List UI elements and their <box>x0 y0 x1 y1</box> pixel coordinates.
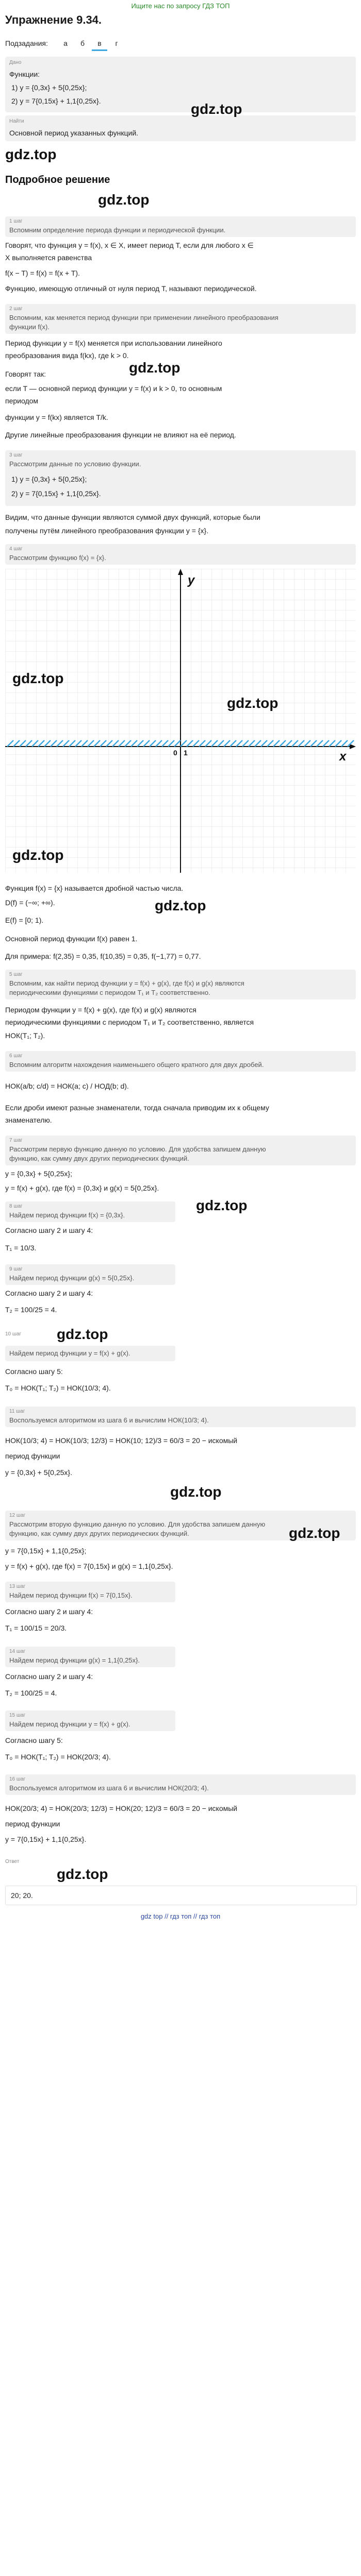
step-1-text: X выполняется равенства <box>5 253 92 262</box>
watermark: gdz.top <box>289 1525 340 1541</box>
step-2-text: Другие линейные преобразования функции не влияют на её период. <box>5 431 236 439</box>
answer-text: 20; 20. <box>11 1891 33 1900</box>
top-note[interactable]: Ищите нас по запросу ГДЗ ТОП <box>131 2 230 10</box>
step-note: Вспомним, как найти период функции y = f(x) + g(x), где f(x) и g(x) являются <box>9 979 244 987</box>
watermark: gdz.top <box>5 146 57 162</box>
step-15-formula: T₀ = НОК(T₁; T₂) = НОК(20/3; 4). <box>5 1753 111 1761</box>
step-1-note <box>5 216 356 237</box>
step-3-func-2: 2) y = 7{0,15x} + 1,1{0,25x}. <box>11 489 101 498</box>
step-1-text: Функцию, имеющую отличный от нуля период T, называют периодической. <box>5 284 257 293</box>
step-1-text: Говорят, что функция y = f(x), x ∈ X, имеет период T, если для любого x ∈ <box>5 241 254 249</box>
step-tag: 12 шаг <box>9 1513 26 1518</box>
given-block <box>5 57 356 112</box>
watermark: gdz.top <box>170 1484 222 1500</box>
step-note: Рассмотрим вторую функцию данную по условию. Для удобства запишем данную <box>9 1520 266 1528</box>
step-note: Рассмотрим данные по условию функции. <box>9 460 141 468</box>
step-note: Найдем период функции g(x) = 1,1{0,25x}. <box>9 1656 140 1664</box>
step-tag: 6 шаг <box>9 1053 23 1059</box>
step-note: Воспользуемся алгоритмом из шага 6 и вычислим НОК(20/3; 4). <box>9 1784 209 1792</box>
step-3-note <box>5 450 356 506</box>
step-tag: 9 шаг <box>9 1266 23 1272</box>
watermark: gdz.top <box>57 1866 108 1882</box>
step-9-note <box>5 1264 175 1285</box>
step-tag: 7 шаг <box>9 1138 23 1143</box>
step-6-note <box>5 1051 356 1072</box>
step-note: Найдем период функции f(x) = 7{0,15x}. <box>9 1591 133 1599</box>
step-7-note <box>5 1136 356 1165</box>
step-13-text: Согласно шагу 2 и шагу 4: <box>5 1607 93 1616</box>
step-note: Вспомним, как меняется период функции при применении линейного преобразования <box>9 314 278 321</box>
step-4-note <box>5 544 356 565</box>
step-note: Вспомним алгоритм нахождения наименьшего общего кратного для двух дробей. <box>9 1061 264 1069</box>
step-note: Вспомним определение периода функции и периодической функции. <box>9 226 226 234</box>
step-14-note <box>5 1647 175 1667</box>
step-2-text: Период функции y = f(x) меняется при использовании линейного <box>5 339 222 347</box>
step-6-text: Если дроби имеют разные знаменатели, тогда сначала приводим их к общему <box>5 1104 269 1112</box>
step-tag: 15 шаг <box>9 1713 26 1718</box>
step-9-text: Согласно шагу 2 и шагу 4: <box>5 1289 93 1297</box>
step-5-note <box>5 970 356 999</box>
step-tag: 3 шаг <box>9 452 23 458</box>
step-8-text: Согласно шагу 2 и шагу 4: <box>5 1226 93 1234</box>
step-5-text: Периодом функции y = f(x) + g(x), где f(x) и g(x) являются <box>5 1006 196 1014</box>
step-4-range: E(f) = [0; 1). <box>5 916 44 924</box>
given-func-2: 2) y = 7{0,15x} + 1,1{0,25x}. <box>11 97 101 105</box>
step-7-formula: y = {0,3x} + 5{0,25x}; <box>5 1170 72 1178</box>
step-16-formula: y = 7{0,15x} + 1,1{0,25x}. <box>5 1835 87 1843</box>
step-14-result: T₂ = 100/25 = 4. <box>5 1689 57 1697</box>
subtask-g[interactable]: г <box>115 39 118 47</box>
step-note: функцию, как сумму двух других периодических функций. <box>9 1530 189 1537</box>
step-2-text: периодом <box>5 397 39 405</box>
step-6-text: знаменателю. <box>5 1116 52 1124</box>
step-2-text: Говорят так: <box>5 370 46 378</box>
given-tag: Дано <box>9 60 22 65</box>
watermark: gdz.top <box>155 897 206 913</box>
step-14-text: Согласно шагу 2 и шагу 4: <box>5 1672 93 1681</box>
watermark: gdz.top <box>129 360 180 376</box>
find-text: Основной период указанных функций. <box>9 129 139 137</box>
watermark: gdz.top <box>196 1197 248 1213</box>
step-11-text: период функции <box>5 1452 60 1460</box>
step-8-result: T₁ = 10/3. <box>5 1244 37 1252</box>
step-8-note <box>5 1201 175 1222</box>
step-4-domain: D(f) = (−∞; +∞). <box>5 899 55 907</box>
step-tag: 14 шаг <box>9 1649 26 1654</box>
step-16-text: период функции <box>5 1820 60 1828</box>
subtask-b[interactable]: б <box>80 39 85 47</box>
step-9-result: T₂ = 100/25 = 4. <box>5 1306 57 1314</box>
step-1-formula: f(x − T) = f(x) = f(x + T). <box>5 269 80 277</box>
step-15-text: Согласно шагу 5: <box>5 1736 63 1744</box>
watermark: gdz.top <box>57 1326 108 1342</box>
tick-one-label: 1 <box>184 749 188 757</box>
step-tag: 16 шаг <box>9 1776 26 1782</box>
step-note: Рассмотрим первую функцию данную по условию. Для удобства запишем данную <box>9 1145 266 1153</box>
watermark: gdz.top <box>12 847 64 863</box>
step-3-text: получены путём линейного преобразования функции y = {x}. <box>5 527 209 535</box>
step-2-text: если T — основной период функции y = f(x) и k > 0, то основным <box>5 384 222 393</box>
step-2-text: преобразования вида f(kx), где k > 0. <box>5 351 129 360</box>
step-2-text: функции y = f(kx) является T/k. <box>5 413 108 421</box>
step-3-text: Видим, что данные функции являются суммой двух функций, которые были <box>5 513 260 521</box>
footer-link[interactable]: gdz top // гдз топ // гдз топ <box>140 1912 221 1920</box>
step-tag: 10 шаг <box>5 1331 22 1337</box>
find-tag: Найти <box>9 118 24 124</box>
page-title: Упражнение 9.34. <box>5 13 102 26</box>
step-note: Воспользуемся алгоритмом из шага 6 и вычислим НОК(10/3; 4). <box>9 1416 209 1424</box>
step-tag: 8 шаг <box>9 1204 23 1209</box>
step-note: функцию, как сумму двух других периодических функций. <box>9 1155 189 1162</box>
step-tag: 2 шаг <box>9 306 23 312</box>
answer-tag: Ответ <box>5 1859 20 1865</box>
step-note: Найдем период функции f(x) = {0,3x}. <box>9 1211 125 1219</box>
subtask-v[interactable]: в <box>92 37 107 51</box>
given-func-1: 1) y = {0,3x} + 5{0,25x}; <box>11 83 87 92</box>
step-13-note <box>5 1582 175 1602</box>
step-5-formula: НОК(T₁; T₂). <box>5 1031 45 1040</box>
step-16-formula: НОК(20/3; 4) = НОК(20/3; 12/3) = НОК(20; 12)/3 = 60/3 = 20 − искомый <box>5 1804 238 1812</box>
step-3-func-1: 1) y = {0,3x} + 5{0,25x}; <box>11 475 87 483</box>
subtasks-label: Подзадания: <box>5 39 48 47</box>
step-13-result: T₁ = 100/15 = 20/3. <box>5 1624 67 1632</box>
step-10-formula: T₀ = НОК(T₁; T₂) = НОК(10/3; 4). <box>5 1384 111 1392</box>
subtask-a[interactable]: а <box>63 39 68 47</box>
find-block <box>5 115 356 141</box>
step-11-formula: НОК(10/3; 4) = НОК(10/3; 12/3) = НОК(10; 12)/3 = 60/3 = 20 − искомый <box>5 1436 238 1445</box>
step-5-text: периодическими функциями с периодом T₁ и T₂ соответственно, является <box>5 1018 254 1026</box>
step-note: Найдем период функции y = f(x) + g(x). <box>9 1720 130 1728</box>
step-12-formula: y = f(x) + g(x), где f(x) = 7{0,15x} и g(x) = 1,1{0,25x}. <box>5 1562 173 1570</box>
step-tag: 11 шаг <box>9 1409 25 1414</box>
step-tag: 13 шаг <box>9 1584 26 1589</box>
step-7-formula: y = f(x) + g(x), где f(x) = {0,3x} и g(x) = 5{0,25x}. <box>5 1184 159 1192</box>
y-axis-label: y <box>188 573 195 587</box>
step-tag: 5 шаг <box>9 972 23 977</box>
step-4-text: Основной период функции f(x) равен 1. <box>5 935 138 943</box>
step-11-formula: y = {0,3x} + 5{0,25x}. <box>5 1468 72 1477</box>
step-note: Найдем период функции g(x) = 5{0,25x}. <box>9 1274 135 1282</box>
step-note: периодическими функциями с периодом T₁ и T₂ соответственно. <box>9 989 210 996</box>
solution-title: Подробное решение <box>5 174 110 185</box>
step-tag: 4 шаг <box>9 546 23 552</box>
step-12-formula: y = 7{0,15x} + 1,1{0,25x}; <box>5 1547 87 1555</box>
step-6-formula: НОК(a/b; c/d) = НОК(a; c) / НОД(b; d). <box>5 1082 129 1090</box>
step-11-note <box>5 1406 356 1427</box>
step-10-note-box <box>5 1346 175 1361</box>
step-10-text: Согласно шагу 5: <box>5 1367 63 1376</box>
answer-box <box>5 1886 357 1905</box>
watermark: gdz.top <box>12 670 64 686</box>
step-tag: 1 шаг <box>9 218 23 224</box>
step-note: Найдем период функции y = f(x) + g(x). <box>9 1349 130 1357</box>
watermark: gdz.top <box>191 101 242 117</box>
given-line: Функции: <box>9 70 40 78</box>
x-axis-label: x <box>339 750 347 764</box>
fractional-part-graph <box>5 569 356 873</box>
watermark: gdz.top <box>98 192 150 208</box>
step-2-note <box>5 304 356 334</box>
watermark: gdz.top <box>227 695 278 711</box>
step-4-example: Для примера: f(2,35) = 0,35, f(10,35) = 0,35, f(−1,77) = 0,77. <box>5 952 201 960</box>
origin-label: 0 <box>173 749 177 757</box>
step-4-text: Функция f(x) = {x} называется дробной частью числа. <box>5 884 184 892</box>
step-16-note <box>5 1774 356 1795</box>
step-note: Рассмотрим функцию f(x) = {x}. <box>9 554 106 562</box>
step-note: функции f(x). <box>9 323 50 331</box>
step-15-note <box>5 1710 175 1731</box>
